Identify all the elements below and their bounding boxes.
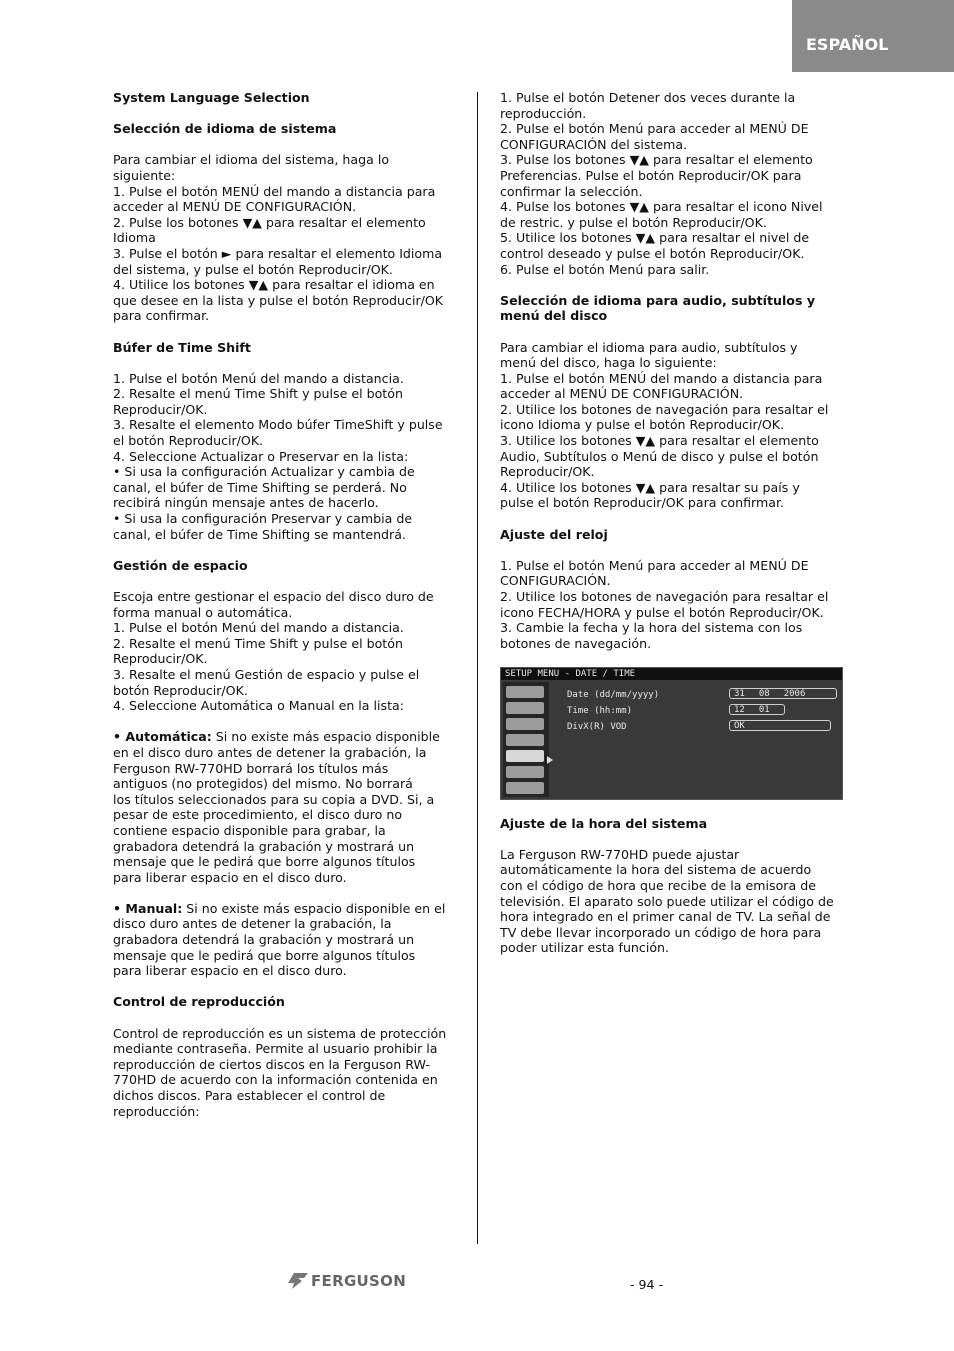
text-line: disco duro antes de detener la grabación, la (113, 916, 392, 932)
text-line: 6. Pulse el botón Menú para salir. (500, 261, 710, 277)
text-line: Reproducir/OK. (113, 651, 208, 667)
text-line: • Si usa la configuración Actualizar y cambia de (113, 464, 415, 480)
text-line: 4. Pulse los botones ▼▲ para resaltar el icono Nivel (500, 199, 823, 215)
left-column (113, 90, 459, 1135)
section-title-system-language: System Language Selection (113, 90, 310, 105)
text-line: 1. Pulse el botón MENÚ del mando a distancia para (113, 183, 436, 199)
audio-language-instructions (500, 340, 842, 512)
text-line: 4. Seleccione Actualizar o Preservar en la lista: (113, 448, 409, 464)
text-line: 1. Pulse el botón Menú del mando a distancia. (113, 620, 404, 636)
text-line: Reproducir/OK. (113, 401, 208, 417)
text-line: pulse el botón Reproducir/OK para confirmar. (500, 495, 785, 511)
text-line: mediante contraseña. Permite al usuario prohibir la (113, 1041, 438, 1057)
section-title-space-management: Gestión de espacio (113, 557, 248, 573)
text-line: 1. Pulse el botón Menú para acceder al MENÚ DE (500, 557, 809, 573)
text-line: Preferencias. Pulse el botón Reproducir/OK para (500, 167, 802, 183)
space-management-instructions (113, 589, 459, 714)
text-line: La Ferguson RW-770HD puede ajustar (500, 846, 740, 862)
manual-option-paragraph (113, 901, 459, 979)
text-line: poder utilizar esta función. (500, 940, 670, 956)
text-line: 2. Resalte el menú Time Shift y pulse el botón (113, 386, 403, 402)
section-title-clock: Ajuste del reloj (500, 526, 608, 542)
text-line: reproducción: (113, 1103, 200, 1119)
text-line: botón Reproducir/OK. (113, 682, 248, 698)
language-tab: ESPAÑOL (792, 0, 954, 72)
automatic-label: • Automática: (113, 729, 212, 745)
text-line: 3. Utilice los botones ▼▲ para resaltar el elemento (500, 433, 819, 449)
text-line: recibirá ningún mensaje antes de hacerlo. (113, 495, 379, 511)
text-line: reproducción de ciertos discos en la Ferguson RW- (113, 1056, 430, 1072)
text-line: grabadora detendrá la grabación y mostrará un (113, 932, 415, 948)
osd-clock-icon (506, 750, 544, 762)
text-line: 4. Utilice los botones ▼▲ para resaltar el idioma en (113, 277, 435, 293)
text-line: Ferguson RW-770HD borrará los títulos más (113, 760, 389, 776)
text-line: menú del disco, haga lo siguiente: (500, 355, 717, 371)
text-line: hora integrado en el primer canal de TV. La señal de (500, 909, 831, 925)
text-line: 4. Utilice los botones ▼▲ para resaltar su país y (500, 479, 800, 495)
section-title-parental-control: Control de reproducción (113, 994, 285, 1010)
text-line: 1. Pulse el botón Detener dos veces durante la (500, 90, 796, 105)
text-line: reproducción. (500, 105, 587, 121)
osd-time-label: Time (hh:mm) (567, 705, 633, 716)
text-line: televisión. El aparato solo puede utilizar el código de (500, 893, 834, 909)
text-line: 4. Seleccione Automática o Manual en la lista: (113, 698, 404, 714)
text-line: del sistema, y pulse el botón Reproducir/OK. (113, 261, 393, 277)
ferguson-logo-text: FERGUSON (311, 1272, 407, 1290)
text-line: 3. Resalte el elemento Modo búfer TimeShift y pulse (113, 417, 443, 433)
manual-lines (113, 916, 459, 978)
section-subtitle-system-language: Selección de idioma de sistema (113, 121, 337, 137)
osd-audio-icon (506, 718, 544, 730)
text-line: Audio, Subtítulos o Menú de disco y pulse el botón (500, 448, 819, 464)
text-line: 2. Utilice los botones de navegación para resaltar el (500, 401, 829, 417)
osd-divx-field: OK (729, 720, 831, 731)
osd-selection-arrow-icon (547, 756, 553, 764)
osd-sidebar (503, 682, 549, 797)
section-title-timeshift: Búfer de Time Shift (113, 339, 251, 355)
text-line: Reproducir/OK. (500, 464, 595, 480)
system-language-instructions (113, 152, 459, 324)
section-title-audio-language: Selección de idioma para audio, subtítulos y menú del disco (500, 292, 816, 324)
ferguson-logo-icon (288, 1273, 308, 1289)
text-line: 3. Pulse los botones ▼▲ para resaltar el elemento (500, 152, 813, 168)
section-title-system-time: Ajuste de la hora del sistema (500, 815, 708, 831)
page-number: - 94 - (630, 1277, 664, 1292)
text-line: en el disco duro antes de detener la grabación, la (113, 744, 427, 760)
text-line: 2. Resalte el menú Time Shift y pulse el botón (113, 635, 403, 651)
text-line: los títulos seleccionados para su copia a DVD. Si, a (113, 791, 435, 807)
text-line: canal, el búfer de Time Shifting se perderá. No (113, 479, 407, 495)
text-line: mensaje que le pedirá que borre algunos títulos (113, 854, 416, 870)
text-line: 2. Pulse los botones ▼▲ para resaltar el elemento (113, 214, 426, 230)
text-line: el botón Reproducir/OK. (113, 433, 264, 449)
text-line: CONFIGURACIÓN. (500, 573, 611, 589)
text-line: para confirmar. (113, 308, 210, 324)
text-line: icono Idioma y pulse el botón Reproducir/OK. (500, 417, 785, 433)
text-line: canal, el búfer de Time Shifting se mantendrá. (113, 526, 406, 542)
osd-date-field: 31 08 2006 (729, 688, 837, 699)
text-line: TV debe llevar incorporado un código de hora para (500, 924, 822, 940)
setup-menu-screenshot (500, 667, 843, 800)
osd-menu-title: SETUP MENU - DATE / TIME (501, 668, 842, 680)
text-line: siguiente: (113, 167, 176, 183)
right-column (500, 90, 842, 972)
text-line: mensaje que le pedirá que borre algunos títulos (113, 947, 416, 963)
osd-date-label: Date (dd/mm/yyyy) (567, 689, 660, 700)
osd-hdd-icon (506, 782, 544, 794)
text-line: antiguos (no protegidos) del mismo. No borrará (113, 776, 413, 792)
text-line: acceder al MENÚ DE CONFIGURACIÓN. (500, 386, 744, 402)
manual-label: • Manual: (113, 900, 183, 916)
automatic-first-line: Si no existe más espacio disponible (211, 729, 440, 745)
text-line: • Si usa la configuración Preservar y cambia de (113, 511, 413, 527)
automatic-lines (113, 745, 459, 885)
clock-instructions (500, 558, 842, 652)
osd-language-icon (506, 686, 544, 698)
text-line: Para cambiar el idioma para audio, subtítulos y (500, 339, 798, 355)
osd-recording-icon (506, 766, 544, 778)
text-line: automáticamente la hora del sistema de acuerdo (500, 862, 812, 878)
text-line: 5. Utilice los botones ▼▲ para resaltar el nivel de (500, 230, 810, 246)
text-line: acceder al MENÚ DE CONFIGURACIÓN. (113, 199, 357, 215)
text-line: 2. Utilice los botones de navegación para resaltar el (500, 589, 829, 604)
ferguson-logo (288, 1272, 406, 1290)
text-line: 770HD de acuerdo con la información contenida en (113, 1072, 438, 1088)
text-line: Control de reproducción es un sistema de protección (113, 1025, 447, 1041)
system-time-description (500, 847, 842, 956)
text-line: forma manual o automática. (113, 604, 293, 620)
text-line: 1. Pulse el botón MENÚ del mando a distancia para (500, 370, 823, 386)
text-line: grabadora detendrá la grabación y mostrará un (113, 838, 415, 854)
manual-first-line: Si no existe más espacio disponible en el (182, 900, 446, 916)
text-line: Escoja entre gestionar el espacio del disco duro de (113, 589, 434, 604)
text-line: 3. Pulse el botón ► para resaltar el elemento Idioma (113, 245, 443, 261)
column-divider (477, 92, 478, 1244)
text-line: con el código de hora que recibe de la emisora de (500, 877, 816, 893)
text-line: icono FECHA/HORA y pulse el botón Reproducir/OK. (500, 604, 824, 620)
osd-video-icon (506, 702, 544, 714)
text-line: de restric. y pulse el botón Reproducir/OK. (500, 214, 767, 230)
text-line: botones de navegación. (500, 635, 652, 651)
text-line: 2. Pulse el botón Menú para acceder al MENÚ DE (500, 121, 809, 137)
text-line: control deseado y pulse el botón Reproducir/OK. (500, 245, 805, 261)
osd-parental-icon (506, 734, 544, 746)
text-line: 1. Pulse el botón Menú del mando a distancia. (113, 370, 404, 386)
text-line: Idioma (113, 230, 156, 246)
text-line: CONFIGURACIÓN del sistema. (500, 136, 688, 152)
text-line: dichos discos. Para establecer el control de (113, 1088, 386, 1103)
text-line: confirmar la selección. (500, 183, 643, 199)
timeshift-instructions (113, 371, 459, 543)
text-line: para liberar espacio en el disco duro. (113, 963, 347, 979)
text-line: pesar de este procedimiento, el disco duro no (113, 807, 403, 823)
text-line: 3. Resalte el menú Gestión de espacio y pulse el (113, 666, 420, 682)
text-line: 3. Cambie la fecha y la hora del sistema con los (500, 620, 803, 636)
osd-time-field: 12 01 (729, 704, 785, 715)
parental-control-steps (500, 90, 842, 277)
text-line: contiene espacio disponible para grabar, la (113, 822, 386, 838)
osd-divx-label: DivX(R) VOD (567, 721, 627, 732)
automatic-option-paragraph (113, 729, 459, 885)
text-line: para liberar espacio en el disco duro. (113, 869, 347, 885)
parental-control-intro (113, 1026, 459, 1120)
text-line: Para cambiar el idioma del sistema, haga lo (113, 152, 390, 168)
text-line: que desee en la lista y pulse el botón Reproducir/OK (113, 292, 444, 308)
